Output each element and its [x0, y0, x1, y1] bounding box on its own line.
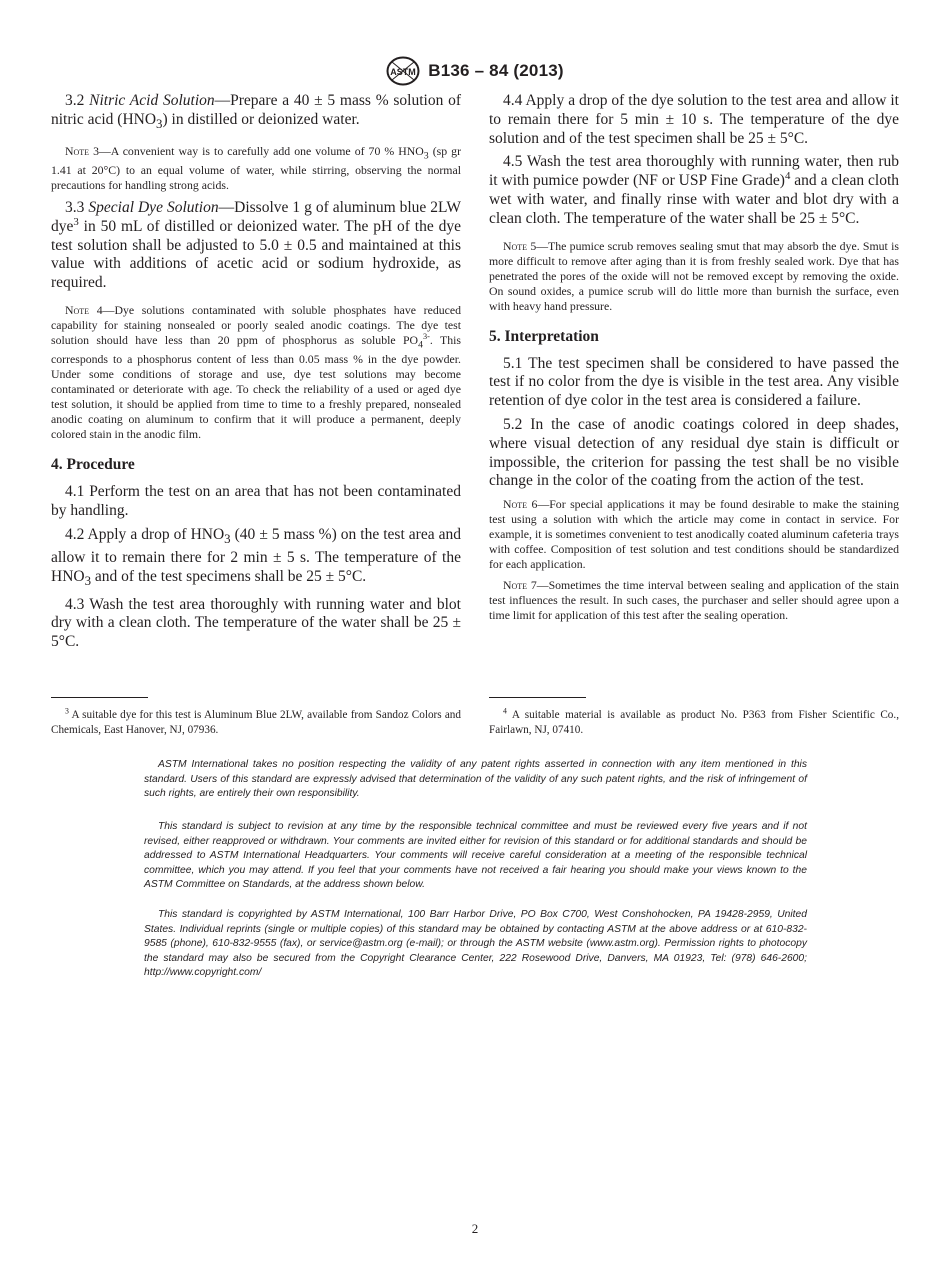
note-4: Note 4—Dye solutions contaminated with soluble phosphates have reduced capability for staining nonsealed or poorly sealed anodic coatings. The dye test solution should have less than 20 ppm of phosphorus as soluble $PO_4^{3-}$. This corresponds to a phosphorus content of less than 0.05 mass % in the dye powder. Under some conditions of storage and use, dye test solutions may become contaminated or deteriorate with age. To check the reliability of a used or aged dye test solution, it should be applied from time to time to a freshly prepared, nonsealed anodic coating on aluminum to confirm that it will produce a permanent, deeply colored stain in the anodic film.: [51, 303, 461, 442]
footnote-divider-right: [489, 697, 586, 698]
section-5-1: 5.1 The test specimen shall be considered to have passed the test if no color from the dye is visible in the test area. Any visible retention of dye color in the test area is considered a failure.: [489, 354, 899, 410]
heading-procedure: 4. Procedure: [51, 456, 135, 474]
astm-logo-icon: [386, 56, 420, 86]
note-7: Note 7—Sometimes the time interval between sealing and application of the stain test influences the result. In such cases, the purchaser and seller should agree upon a time limit for application of this test after the sealing operation.: [489, 578, 899, 623]
heading-interpretation: 5. Interpretation: [489, 327, 599, 345]
section-4-3: 4.3 Wash the test area thoroughly with running water and blot dry with a clean cloth. The temperature of the water shall be 25 ± 5°C.: [51, 595, 461, 651]
footnote-4: $^4$ A suitable material is available as product No. P363 from Fisher Scientific Co., Fairlawn, NJ, 07410.: [489, 706, 899, 736]
section-4-4: 4.4 Apply a drop of the dye solution to the test area and allow it to remain there for 5 min ± 10 s. The temperature of the dye solution and of the test specimen shall be 25 ± 5°C.: [489, 92, 899, 147]
note-6: Note 6—For special applications it may be found desirable to make the staining test using a solution with which the article may come in contact in service. For example, it is sometimes convenient to test anodically coated aluminum cafeteria trays with coffee. Composition of test solution and test conditions should be standardized for each application.: [489, 497, 899, 572]
right-column: [489, 92, 899, 629]
footnote-3: $^3$ A suitable dye for this test is Aluminum Blue 2LW, available from Sandoz Colors and Chemicals, East Hanover, NJ, 07936.: [51, 706, 461, 736]
footnote-divider-left: [51, 697, 148, 698]
page-header: [0, 56, 950, 91]
page-number: 2: [471, 1221, 479, 1236]
copyright-notice: This standard is copyrighted by ASTM International, 100 Barr Harbor Drive, PO Box C700, West Conshohocken, PA 19428-2959, United States. Individual reprints (single or multiple copies) of this standard may be obtained by contacting ASTM at the above address or at 610-832-9585 (phone), 610-832-9555 (fax), or service@astm.org (e-mail); or through the ASTM website (www.astm.org). Permission rights to photocopy the standard may also be secured from the Copyright Clearance Center, 222 Rosewood Drive, Danvers, MA 01923, Tel: (978) 646-2600; http://www.copyright.com/: [144, 909, 807, 979]
patent-notice: ASTM International takes no position respecting the validity of any patent rights asserted in connection with any item mentioned in this standard. Users of this standard are expressly advised that determination of the validity of any such patent rights, and the risk of infringement of such rights, are entirely their own responsibility.: [144, 759, 807, 800]
designation-title: B136 – 84 (2013): [428, 61, 564, 80]
section-3-3: 3.3 Special Dye Solution—Dissolve 1 g of aluminum blue 2LW dye$^3$ in 50 mL of distilled or deionized water. The pH of the dye test solution shall be adjusted to 5.0 ± 0.5 and maintained at this value with additions of acetic acid or sodium hydroxide, as required.: [51, 199, 462, 292]
left-column: [51, 92, 461, 657]
note-3: Note 3—A convenient way is to carefully add one volume of 70 % $HNO_3$ (sp gr 1.41 at 20°C) to an equal volume of water, while stirring, observing the normal precautions for handling strong acids.: [51, 143, 461, 193]
section-4-1: 4.1 Perform the test on an area that has not been contaminated by handling.: [51, 483, 461, 520]
note-5: Note 5—The pumice scrub removes sealing smut that may absorb the dye. Smut is more difficult to remove after aging than it is from freshly sealed work. Dye that has penetrated the pores of the oxide will not be removed except by removing the oxide. On sound oxides, a pumice scrub will do little more than burnish the surface, even with heavy hand pressure.: [489, 238, 899, 313]
section-3-2: 3.2 Nitric Acid Solution—Prepare a 40 ± 5 mass % solution of nitric acid $(HNO_3)$ in distilled or deionized water.: [51, 92, 461, 131]
logo-text: ASTM: [390, 67, 416, 77]
section-4-5: 4.5 Wash the test area thoroughly with running water, then rub it with pumice powder (NF or USP Fine Grade)$^4$ and a clean cloth wet with water, and finally rinse with water and blot dry with a clean cloth. The temperature of the water shall be 25 ± 5°C.: [489, 153, 899, 227]
revision-notice: This standard is subject to revision at any time by the responsible technical committee and must be reviewed every five years and if not revised, either reapproved or withdrawn. Your comments are invited either for revision of this standard or for additional standards and should be addressed to ASTM International Headquarters. Your comments will receive careful consideration at a meeting of the responsible technical committee, which you may attend. If you feel that your comments have not received a fair hearing you should make your views known to the ASTM Committee on Standards, at the address shown below.: [144, 821, 807, 891]
section-4-2: 4.2 Apply a drop of $HNO_3$ (40 ± 5 mass %) on the test area and allow it to remain there for 2 min ± 5 s. The temperature of the $HNO_3$ and of the test specimens shall be 25 ± 5°C.: [51, 525, 461, 588]
section-5-2: 5.2 In the case of anodic coatings colored in deep shades, where visual detection of any residual dye stain is difficult or impossible, the criterion for passing the test shall be no visible change in the color of the coating from the action of the test.: [489, 415, 899, 490]
